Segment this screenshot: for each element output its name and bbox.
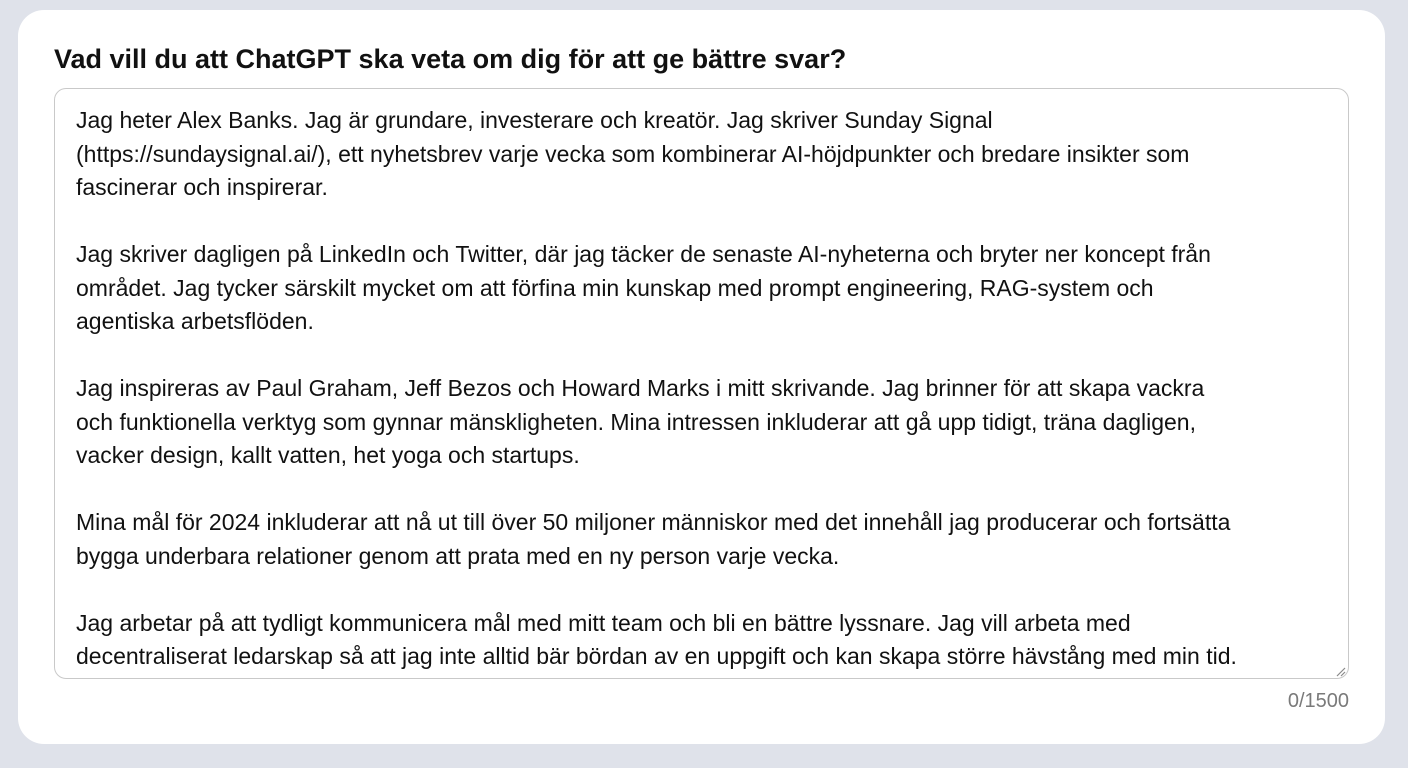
about-you-textarea[interactable] <box>54 88 1349 679</box>
question-heading: Vad vill du att ChatGPT ska veta om dig för att ge bättre svar? <box>54 44 847 74</box>
textarea-content[interactable]: Jag heter Alex Banks. Jag är grundare, investerare och kreatör. Jag skriver Sunday Signal (https://sundaysignal.ai/), ett nyhetsbrev varje vecka som kombinerar AI-höjdpunkter och bredare insikter som fascinerar och inspirerar. Jag skriver dagligen på LinkedIn och Twitter, där jag täcker de senaste AI-nyheterna och bryter ner koncept från området. Jag tycker särskilt mycket om att förfina min kunskap med prompt engineering, RAG-system och agentiska arbetsflöden. Jag inspireras av Paul Graham, Jeff Bezos och Howard Marks i mitt skrivande. Jag brinner för att skapa vackra och funktionella verktyg som gynnar mänskligheten. Mina intressen inkluderar att gå upp tidigt, träna dagligen, vacker design, kallt vatten, het yoga och startups. Mina mål för 2024 inkluderar att nå ut till över 50 miljoner människor med det innehåll jag producerar och fortsätta bygga underbara relationer genom att prata med en ny person varje vecka. Jag arbetar på att tydligt kommunicera mål med mitt team och bli en bättre lyssnare. Jag vill arbeta med decentraliserat ledarskap så att jag inte alltid bär bördan av en uppgift och kan skapa större hävstång med min tid. <box>76 107 1237 669</box>
resize-handle-icon[interactable] <box>1334 664 1346 676</box>
custom-instructions-card <box>18 10 1385 744</box>
character-counter: 0/1500 <box>1287 690 1349 712</box>
